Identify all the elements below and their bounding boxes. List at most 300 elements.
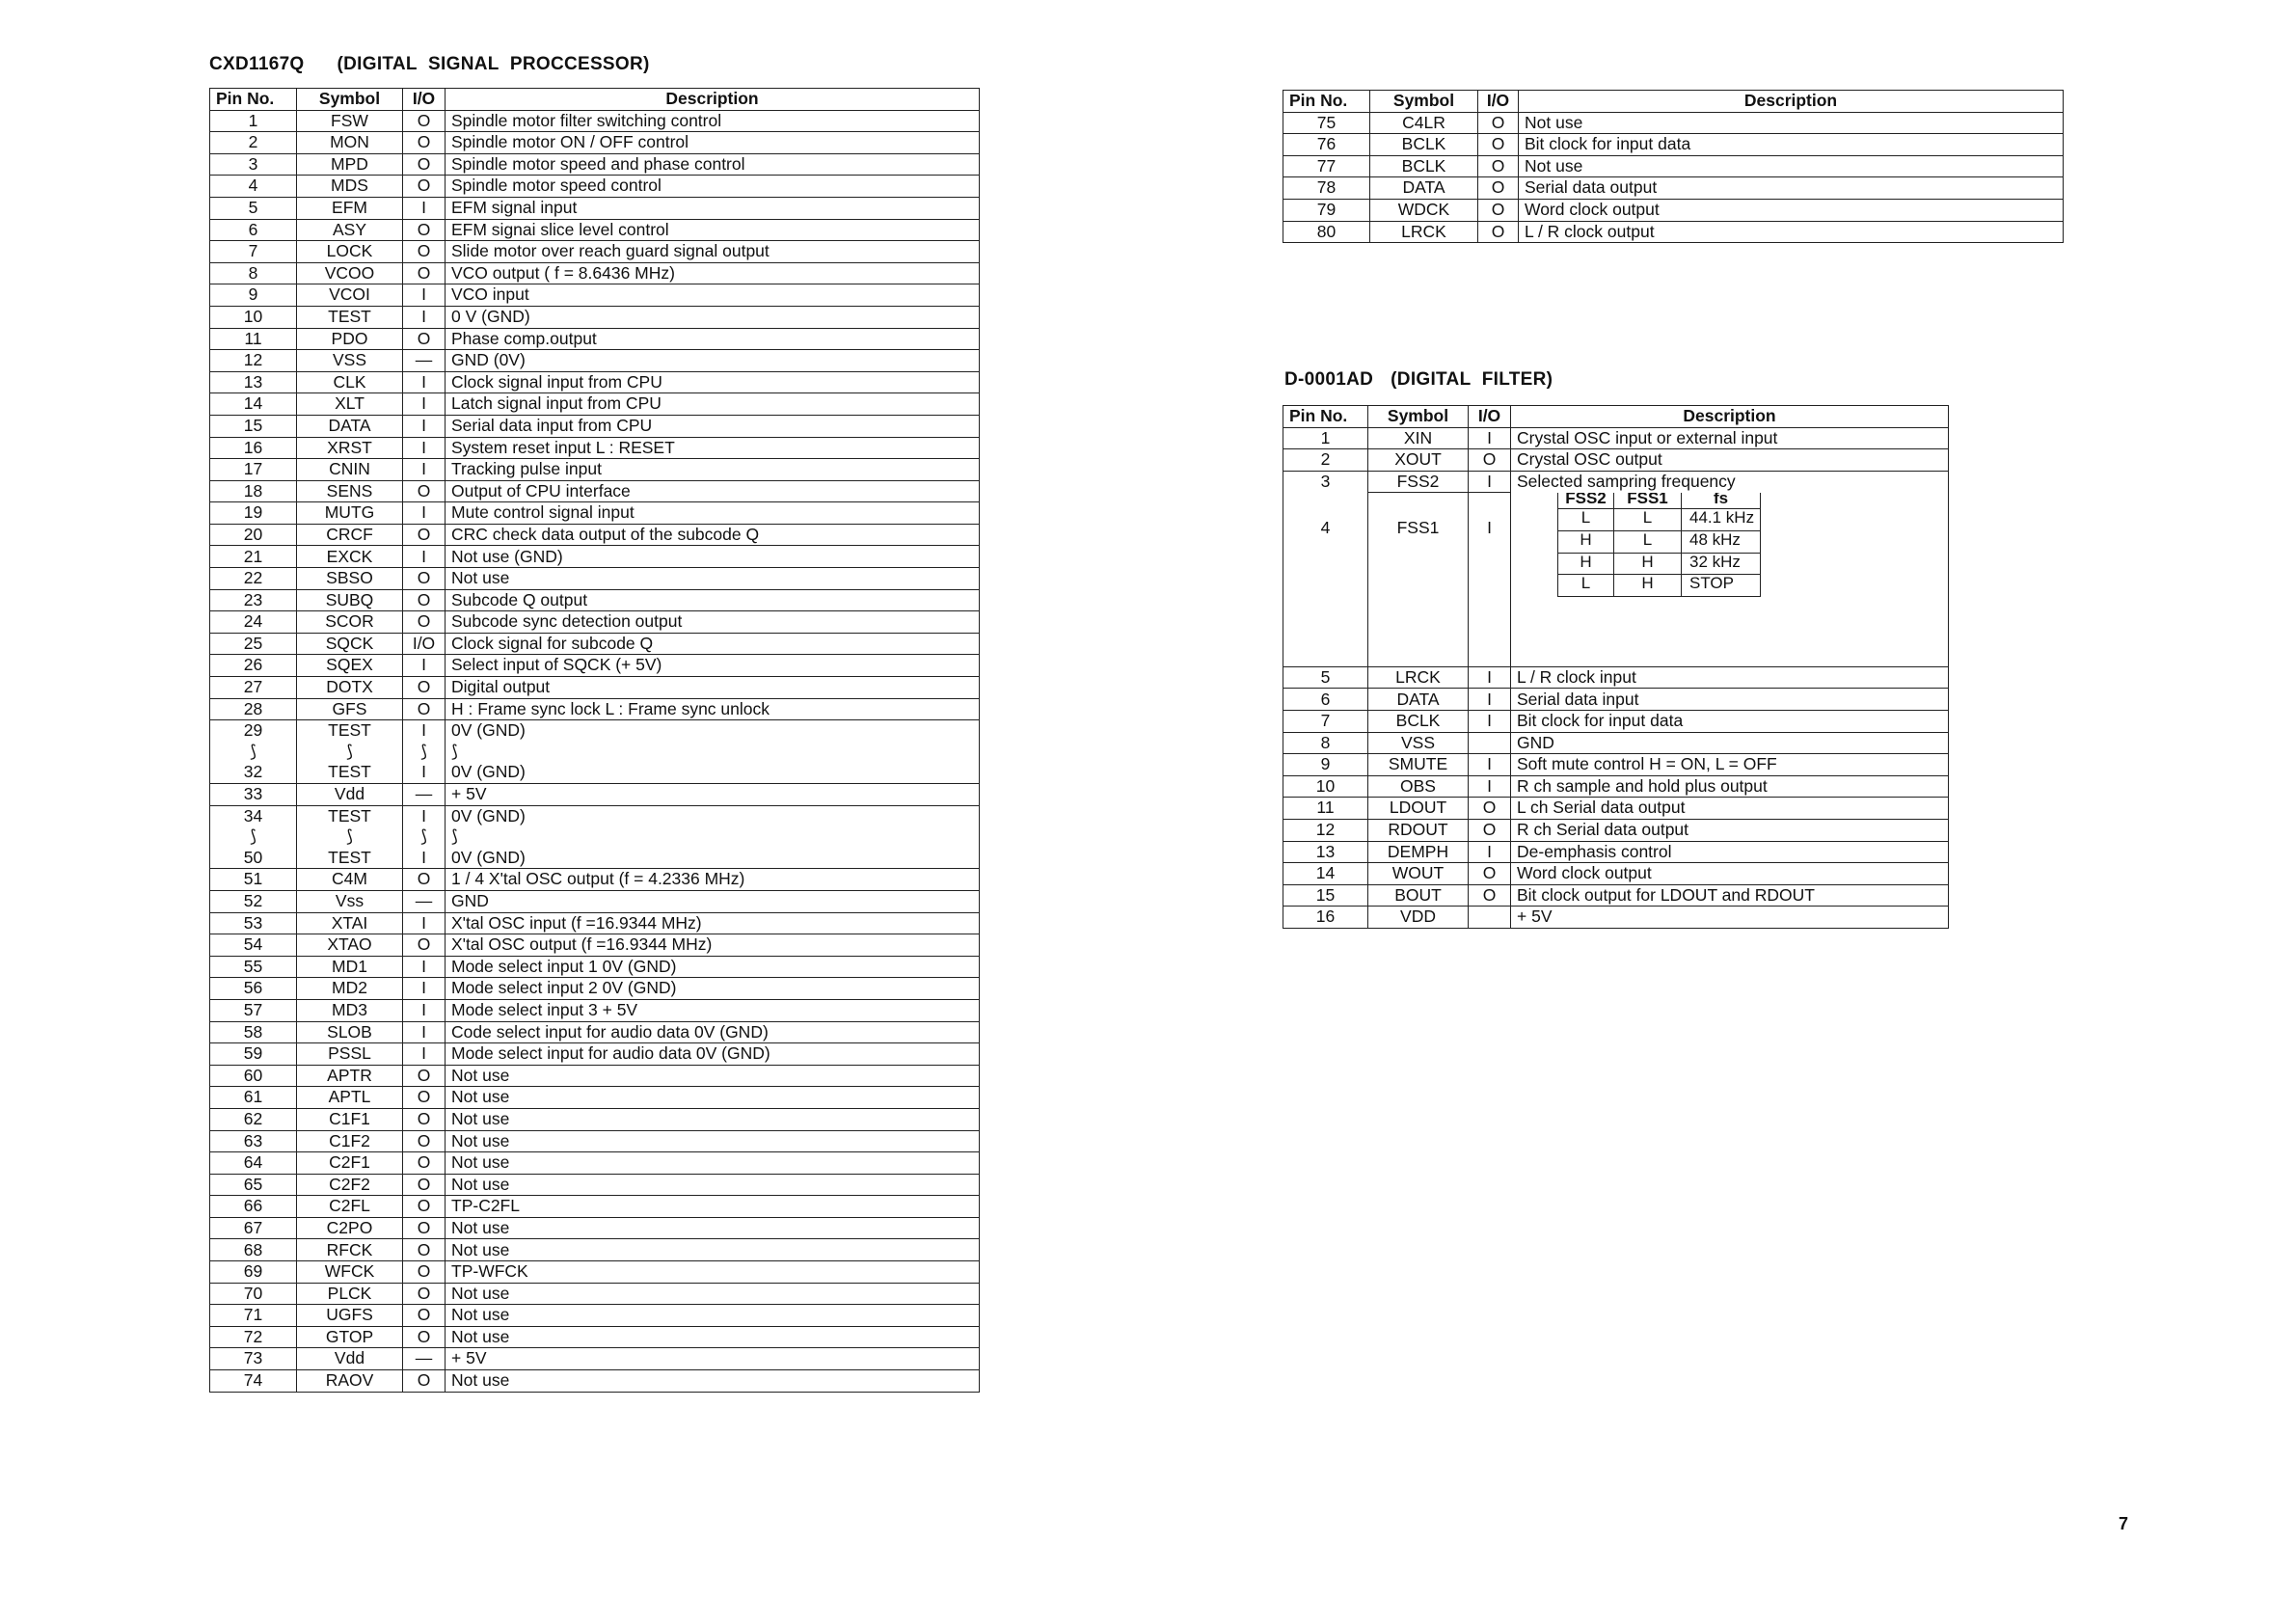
cxd1167q-pin-table bbox=[209, 88, 980, 1393]
pin-cell: 9 bbox=[210, 284, 297, 307]
io-cell: O bbox=[403, 611, 446, 634]
desc-cell: Digital output bbox=[446, 677, 980, 699]
io-cell: I/O bbox=[403, 633, 446, 655]
io-cell: I bbox=[1469, 493, 1511, 667]
table-row bbox=[1283, 221, 2064, 243]
symbol-cell: VCOI bbox=[297, 284, 403, 307]
table-row bbox=[210, 241, 980, 263]
io-cell: O bbox=[403, 1370, 446, 1393]
symbol-cell: LDOUT bbox=[1368, 798, 1469, 820]
symbol-cell: BCLK bbox=[1368, 711, 1469, 733]
header-description: Description bbox=[1519, 91, 2064, 113]
io-cell: O bbox=[403, 1326, 446, 1348]
desc-cell: Slide motor over reach guard signal output bbox=[446, 241, 980, 263]
symbol-cell: MPD bbox=[297, 153, 403, 176]
symbol-cell: MD1 bbox=[297, 956, 403, 978]
symbol-cell: UGFS bbox=[297, 1305, 403, 1327]
pin-cell: 6 bbox=[1283, 689, 1368, 711]
table-row bbox=[210, 1130, 980, 1152]
symbol-cell: XOUT bbox=[1368, 449, 1469, 472]
fs-header-fss2: FSS2 bbox=[1558, 493, 1614, 509]
io-cell: O bbox=[403, 1261, 446, 1284]
table-row bbox=[1283, 711, 1949, 733]
symbol-cell: GTOP bbox=[297, 1326, 403, 1348]
symbol-cell: GFS bbox=[297, 698, 403, 720]
symbol-cell: PLCK bbox=[297, 1283, 403, 1305]
header-description: Description bbox=[1511, 406, 1949, 428]
table-row bbox=[210, 328, 980, 350]
cxd1167q-heading bbox=[209, 54, 650, 75]
io-cell: I bbox=[1469, 689, 1511, 711]
io-cell: I bbox=[403, 978, 446, 1000]
desc-cell: Not use bbox=[446, 568, 980, 590]
io-cell: — bbox=[403, 350, 446, 372]
io-cell: O bbox=[403, 934, 446, 957]
pin-cell: 28 bbox=[210, 698, 297, 720]
pin-cell: 78 bbox=[1283, 177, 1370, 200]
pin-cell: 62 bbox=[210, 1108, 297, 1130]
io-cell: O bbox=[1478, 112, 1519, 134]
symbol-cell: MON bbox=[297, 132, 403, 154]
desc-cell: Mode select input for audio data 0V (GND) bbox=[446, 1043, 980, 1066]
table-row bbox=[210, 1196, 980, 1218]
io-cell: O bbox=[1478, 221, 1519, 243]
symbol-cell: CLK bbox=[297, 371, 403, 393]
io-cell: O bbox=[403, 698, 446, 720]
io-cell: O bbox=[403, 132, 446, 154]
symbol-range-cell: TEST ⟆ TEST bbox=[297, 720, 403, 784]
symbol-cell: RAOV bbox=[297, 1370, 403, 1393]
io-cell: O bbox=[403, 869, 446, 891]
table-row bbox=[1283, 754, 1949, 776]
pin-cell: 3 bbox=[1283, 471, 1368, 493]
symbol-cell: C2F2 bbox=[297, 1174, 403, 1196]
symbol-cell: SENS bbox=[297, 480, 403, 502]
desc-cell: 1 / 4 X'tal OSC output (f = 4.2336 MHz) bbox=[446, 869, 980, 891]
table-row-range-29-32 bbox=[210, 720, 980, 784]
symbol-cell: FSW bbox=[297, 110, 403, 132]
desc-range-cell: 0V (GND) ⟆ 0V (GND) bbox=[446, 805, 980, 869]
io-cell: I bbox=[403, 655, 446, 677]
desc-cell: Serial data input bbox=[1511, 689, 1949, 711]
pin-range-cell: 29 ⟆ 32 bbox=[210, 720, 297, 784]
io-cell: O bbox=[403, 328, 446, 350]
d0001ad-pin-table bbox=[1283, 405, 1949, 929]
symbol-range-cell: TEST ⟆ TEST bbox=[297, 805, 403, 869]
table-row bbox=[210, 1021, 980, 1043]
io-cell: I bbox=[403, 415, 446, 437]
desc-cell: Not use bbox=[446, 1174, 980, 1196]
desc-cell: System reset input L : RESET bbox=[446, 437, 980, 459]
io-cell: I bbox=[403, 956, 446, 978]
fss2-cell: L bbox=[1558, 509, 1614, 531]
table-row bbox=[1283, 689, 1949, 711]
symbol-cell: RFCK bbox=[297, 1239, 403, 1261]
pin-cell: 5 bbox=[210, 197, 297, 219]
fs-row bbox=[1558, 531, 1761, 554]
fs-header-fss1: FSS1 bbox=[1614, 493, 1682, 509]
symbol-cell: XIN bbox=[1368, 427, 1469, 449]
symbol-cell: VDD bbox=[1368, 907, 1469, 929]
table-row bbox=[1283, 841, 1949, 863]
io-cell: O bbox=[403, 524, 446, 546]
desc-cell: Latch signal input from CPU bbox=[446, 393, 980, 416]
io-cell: O bbox=[1469, 449, 1511, 472]
pin-cell: 8 bbox=[210, 262, 297, 284]
table-row bbox=[210, 1283, 980, 1305]
desc-cell: Not use bbox=[446, 1370, 980, 1393]
pin-cell: 3 bbox=[210, 153, 297, 176]
pin-cell: 14 bbox=[210, 393, 297, 416]
table-row bbox=[1283, 177, 2064, 200]
table-row bbox=[210, 633, 980, 655]
pin-cell: 20 bbox=[210, 524, 297, 546]
desc-cell: Not use bbox=[446, 1087, 980, 1109]
pin-cell: 53 bbox=[210, 912, 297, 934]
symbol-cell: FSS2 bbox=[1368, 471, 1469, 493]
desc-cell: Serial data input from CPU bbox=[446, 415, 980, 437]
pin-cell: 70 bbox=[210, 1283, 297, 1305]
table-row bbox=[210, 480, 980, 502]
io-cell: O bbox=[403, 153, 446, 176]
table-row bbox=[1283, 155, 2064, 177]
io-cell: O bbox=[403, 1196, 446, 1218]
pin-cell: 13 bbox=[1283, 841, 1368, 863]
table-row bbox=[210, 978, 980, 1000]
table-row bbox=[210, 869, 980, 891]
table-row bbox=[1283, 427, 1949, 449]
table-row bbox=[210, 784, 980, 806]
symbol-cell: EFM bbox=[297, 197, 403, 219]
table-row bbox=[210, 890, 980, 912]
io-cell: O bbox=[403, 589, 446, 611]
pin-cell: 64 bbox=[210, 1152, 297, 1175]
io-cell: O bbox=[1469, 884, 1511, 907]
desc-cell: Clock signal input from CPU bbox=[446, 371, 980, 393]
symbol-cell: SBSO bbox=[297, 568, 403, 590]
io-cell: I bbox=[1469, 666, 1511, 689]
symbol-cell: TEST bbox=[297, 306, 403, 328]
table-row-fss1 bbox=[1283, 493, 1949, 667]
desc-cell: GND (0V) bbox=[446, 350, 980, 372]
symbol-cell: APTL bbox=[297, 1087, 403, 1109]
symbol-cell: PDO bbox=[297, 328, 403, 350]
io-cell: O bbox=[1478, 177, 1519, 200]
io-cell: O bbox=[1469, 798, 1511, 820]
table-row bbox=[1283, 884, 1949, 907]
desc-cell: Not use bbox=[446, 1108, 980, 1130]
pin-cell: 59 bbox=[210, 1043, 297, 1066]
table-row bbox=[210, 956, 980, 978]
desc-cell: Spindle motor speed control bbox=[446, 176, 980, 198]
desc-range-cell: 0V (GND) ⟆ 0V (GND) bbox=[446, 720, 980, 784]
io-cell: I bbox=[403, 999, 446, 1021]
symbol-cell: Vdd bbox=[297, 1348, 403, 1370]
fss2-cell: H bbox=[1558, 553, 1614, 575]
io-cell: O bbox=[403, 1087, 446, 1109]
desc-cell: Mute control signal input bbox=[446, 502, 980, 525]
desc-cell: Crystal OSC output bbox=[1511, 449, 1949, 472]
desc-cell: Clock signal for subcode Q bbox=[446, 633, 980, 655]
pin-cell: 5 bbox=[1283, 666, 1368, 689]
desc-cell: Not use bbox=[1519, 112, 2064, 134]
io-cell: I bbox=[403, 284, 446, 307]
desc-cell: Selected sampring frequency bbox=[1511, 471, 1949, 493]
fs-value-cell: 44.1 kHz bbox=[1682, 509, 1761, 531]
table-row bbox=[1283, 199, 2064, 221]
fs-row bbox=[1558, 553, 1761, 575]
pin-cell: 9 bbox=[1283, 754, 1368, 776]
table-row bbox=[210, 393, 980, 416]
header-symbol: Symbol bbox=[1368, 406, 1469, 428]
fs-value-cell: 48 kHz bbox=[1682, 531, 1761, 554]
io-cell: O bbox=[403, 568, 446, 590]
symbol-cell: RDOUT bbox=[1368, 820, 1469, 842]
desc-cell: Spindle motor filter switching control bbox=[446, 110, 980, 132]
io-cell: I bbox=[403, 306, 446, 328]
pin-cell: 4 bbox=[210, 176, 297, 198]
desc-cell: VCO input bbox=[446, 284, 980, 307]
io-cell: O bbox=[1469, 863, 1511, 885]
pin-cell: 8 bbox=[1283, 732, 1368, 754]
pin-cell: 76 bbox=[1283, 134, 1370, 156]
io-cell: O bbox=[1478, 155, 1519, 177]
symbol-cell: VCOO bbox=[297, 262, 403, 284]
symbol-cell: MUTG bbox=[297, 502, 403, 525]
io-cell: I bbox=[403, 393, 446, 416]
pin-cell: 7 bbox=[210, 241, 297, 263]
io-cell: I bbox=[1469, 775, 1511, 798]
fs-header-row bbox=[1558, 493, 1761, 509]
desc-cell: Bit clock for input data bbox=[1519, 134, 2064, 156]
symbol-cell: OBS bbox=[1368, 775, 1469, 798]
pin-cell: 73 bbox=[210, 1348, 297, 1370]
table-row bbox=[1283, 666, 1949, 689]
pin-cell: 60 bbox=[210, 1065, 297, 1087]
pin-cell: 17 bbox=[210, 459, 297, 481]
pin-cell: 72 bbox=[210, 1326, 297, 1348]
io-cell: I bbox=[403, 459, 446, 481]
desc-cell: H : Frame sync lock L : Frame sync unlock bbox=[446, 698, 980, 720]
pin-cell: 12 bbox=[1283, 820, 1368, 842]
cxd1167q-pin-table-continued bbox=[1283, 90, 2064, 243]
io-cell: O bbox=[403, 1239, 446, 1261]
table-row bbox=[1283, 820, 1949, 842]
desc-cell: Not use bbox=[446, 1217, 980, 1239]
desc-cell: Crystal OSC input or external input bbox=[1511, 427, 1949, 449]
symbol-cell: BCLK bbox=[1370, 134, 1478, 156]
symbol-cell: ASY bbox=[297, 219, 403, 241]
io-cell: I bbox=[1469, 427, 1511, 449]
pin-cell: 12 bbox=[210, 350, 297, 372]
header-pin-no: Pin No. bbox=[210, 89, 297, 111]
desc-cell: R ch sample and hold plus output bbox=[1511, 775, 1949, 798]
pin-cell: 55 bbox=[210, 956, 297, 978]
pin-cell: 7 bbox=[1283, 711, 1368, 733]
pin-cell: 18 bbox=[210, 480, 297, 502]
header-pin-no: Pin No. bbox=[1283, 91, 1370, 113]
symbol-cell: Vss bbox=[297, 890, 403, 912]
io-cell: I bbox=[403, 437, 446, 459]
pin-cell: 51 bbox=[210, 869, 297, 891]
table-row bbox=[210, 546, 980, 568]
symbol-cell: FSS1 bbox=[1368, 493, 1469, 667]
desc-cell: Bit clock output for LDOUT and RDOUT bbox=[1511, 884, 1949, 907]
pin-cell: 11 bbox=[210, 328, 297, 350]
io-cell: O bbox=[403, 176, 446, 198]
table-row bbox=[210, 1108, 980, 1130]
fss2-cell: L bbox=[1558, 575, 1614, 597]
symbol-cell: SQEX bbox=[297, 655, 403, 677]
desc-cell: Mode select input 1 0V (GND) bbox=[446, 956, 980, 978]
pin-cell: 23 bbox=[210, 589, 297, 611]
header-description: Description bbox=[446, 89, 980, 111]
io-cell: O bbox=[403, 677, 446, 699]
symbol-cell: C2F1 bbox=[297, 1152, 403, 1175]
io-cell: O bbox=[403, 110, 446, 132]
table-row bbox=[210, 1370, 980, 1393]
pin-cell: 74 bbox=[210, 1370, 297, 1393]
desc-cell: GND bbox=[1511, 732, 1949, 754]
table-row bbox=[210, 1087, 980, 1109]
symbol-cell: VSS bbox=[1368, 732, 1469, 754]
symbol-cell: C2PO bbox=[297, 1217, 403, 1239]
table-row bbox=[210, 1326, 980, 1348]
table-row bbox=[210, 459, 980, 481]
pin-cell: 75 bbox=[1283, 112, 1370, 134]
table-row bbox=[210, 197, 980, 219]
io-cell: O bbox=[403, 1283, 446, 1305]
io-cell bbox=[1469, 732, 1511, 754]
fs-row bbox=[1558, 575, 1761, 597]
desc-cell: Spindle motor ON / OFF control bbox=[446, 132, 980, 154]
header-io: I/O bbox=[1469, 406, 1511, 428]
table-row bbox=[1283, 863, 1949, 885]
pin-cell: 33 bbox=[210, 784, 297, 806]
desc-cell: R ch Serial data output bbox=[1511, 820, 1949, 842]
io-cell: O bbox=[1478, 134, 1519, 156]
symbol-cell: PSSL bbox=[297, 1043, 403, 1066]
table-row bbox=[210, 176, 980, 198]
table-row bbox=[210, 132, 980, 154]
symbol-cell: Vdd bbox=[297, 784, 403, 806]
symbol-cell: XTAO bbox=[297, 934, 403, 957]
desc-cell: Output of CPU interface bbox=[446, 480, 980, 502]
desc-cell: + 5V bbox=[446, 784, 980, 806]
symbol-cell: WDCK bbox=[1370, 199, 1478, 221]
pin-cell: 80 bbox=[1283, 221, 1370, 243]
desc-cell: L / R clock input bbox=[1511, 666, 1949, 689]
pin-cell: 52 bbox=[210, 890, 297, 912]
page-number: 7 bbox=[2119, 1514, 2129, 1533]
table-header-row bbox=[1283, 91, 2064, 113]
symbol-cell: EXCK bbox=[297, 546, 403, 568]
desc-cell: CRC check data output of the subcode Q bbox=[446, 524, 980, 546]
pin-cell: 26 bbox=[210, 655, 297, 677]
desc-cell: Not use bbox=[446, 1130, 980, 1152]
io-cell: I bbox=[403, 1043, 446, 1066]
table-row bbox=[210, 350, 980, 372]
pin-cell: 19 bbox=[210, 502, 297, 525]
table-row bbox=[210, 1261, 980, 1284]
desc-cell: GND bbox=[446, 890, 980, 912]
pin-cell: 68 bbox=[210, 1239, 297, 1261]
symbol-cell: VSS bbox=[297, 350, 403, 372]
io-cell: O bbox=[403, 1152, 446, 1175]
symbol-cell: SLOB bbox=[297, 1021, 403, 1043]
desc-cell: Serial data output bbox=[1519, 177, 2064, 200]
pin-cell: 10 bbox=[1283, 775, 1368, 798]
table-row bbox=[210, 999, 980, 1021]
pin-range-cell: 34 ⟆ 50 bbox=[210, 805, 297, 869]
symbol-cell: C2FL bbox=[297, 1196, 403, 1218]
io-range-cell: I ⟆ I bbox=[403, 720, 446, 784]
symbol-cell: MDS bbox=[297, 176, 403, 198]
table-row bbox=[210, 934, 980, 957]
table-row bbox=[210, 1217, 980, 1239]
pin-cell: 2 bbox=[210, 132, 297, 154]
symbol-cell: SCOR bbox=[297, 611, 403, 634]
symbol-cell: SMUTE bbox=[1368, 754, 1469, 776]
symbol-cell: SQCK bbox=[297, 633, 403, 655]
desc-cell: Code select input for audio data 0V (GND) bbox=[446, 1021, 980, 1043]
pin-cell: 1 bbox=[1283, 427, 1368, 449]
io-cell: I bbox=[403, 912, 446, 934]
table-row bbox=[1283, 449, 1949, 472]
symbol-cell: WOUT bbox=[1368, 863, 1469, 885]
d0001ad-heading bbox=[1284, 369, 1553, 391]
io-cell: O bbox=[403, 241, 446, 263]
symbol-cell: BOUT bbox=[1368, 884, 1469, 907]
pin-cell: 14 bbox=[1283, 863, 1368, 885]
pin-cell: 54 bbox=[210, 934, 297, 957]
io-cell: I bbox=[1469, 471, 1511, 493]
io-cell: O bbox=[1478, 199, 1519, 221]
table-row bbox=[210, 110, 980, 132]
desc-cell: Select input of SQCK (+ 5V) bbox=[446, 655, 980, 677]
part-subtitle: (DIGITAL FILTER) bbox=[1391, 369, 1553, 390]
desc-cell: Word clock output bbox=[1519, 199, 2064, 221]
table-row bbox=[210, 284, 980, 307]
symbol-cell: MD2 bbox=[297, 978, 403, 1000]
symbol-cell: LRCK bbox=[1368, 666, 1469, 689]
pin-cell: 13 bbox=[210, 371, 297, 393]
table-row bbox=[210, 677, 980, 699]
pin-cell: 2 bbox=[1283, 449, 1368, 472]
pin-cell: 79 bbox=[1283, 199, 1370, 221]
table-row bbox=[210, 415, 980, 437]
io-cell: I bbox=[1469, 841, 1511, 863]
desc-cell: + 5V bbox=[1511, 907, 1949, 929]
desc-cell: Not use bbox=[446, 1065, 980, 1087]
table-row bbox=[210, 306, 980, 328]
pin-cell: 10 bbox=[210, 306, 297, 328]
desc-cell: TP-C2FL bbox=[446, 1196, 980, 1218]
pin-cell: 22 bbox=[210, 568, 297, 590]
desc-cell: Not use (GND) bbox=[446, 546, 980, 568]
io-cell: I bbox=[1469, 711, 1511, 733]
table-row bbox=[210, 262, 980, 284]
io-cell: O bbox=[403, 480, 446, 502]
symbol-cell: DEMPH bbox=[1368, 841, 1469, 863]
symbol-cell: SUBQ bbox=[297, 589, 403, 611]
pin-cell: 16 bbox=[1283, 907, 1368, 929]
pin-cell: 21 bbox=[210, 546, 297, 568]
symbol-cell: C1F2 bbox=[297, 1130, 403, 1152]
desc-cell: L / R clock output bbox=[1519, 221, 2064, 243]
desc-cell: Word clock output bbox=[1511, 863, 1949, 885]
symbol-cell: C1F1 bbox=[297, 1108, 403, 1130]
